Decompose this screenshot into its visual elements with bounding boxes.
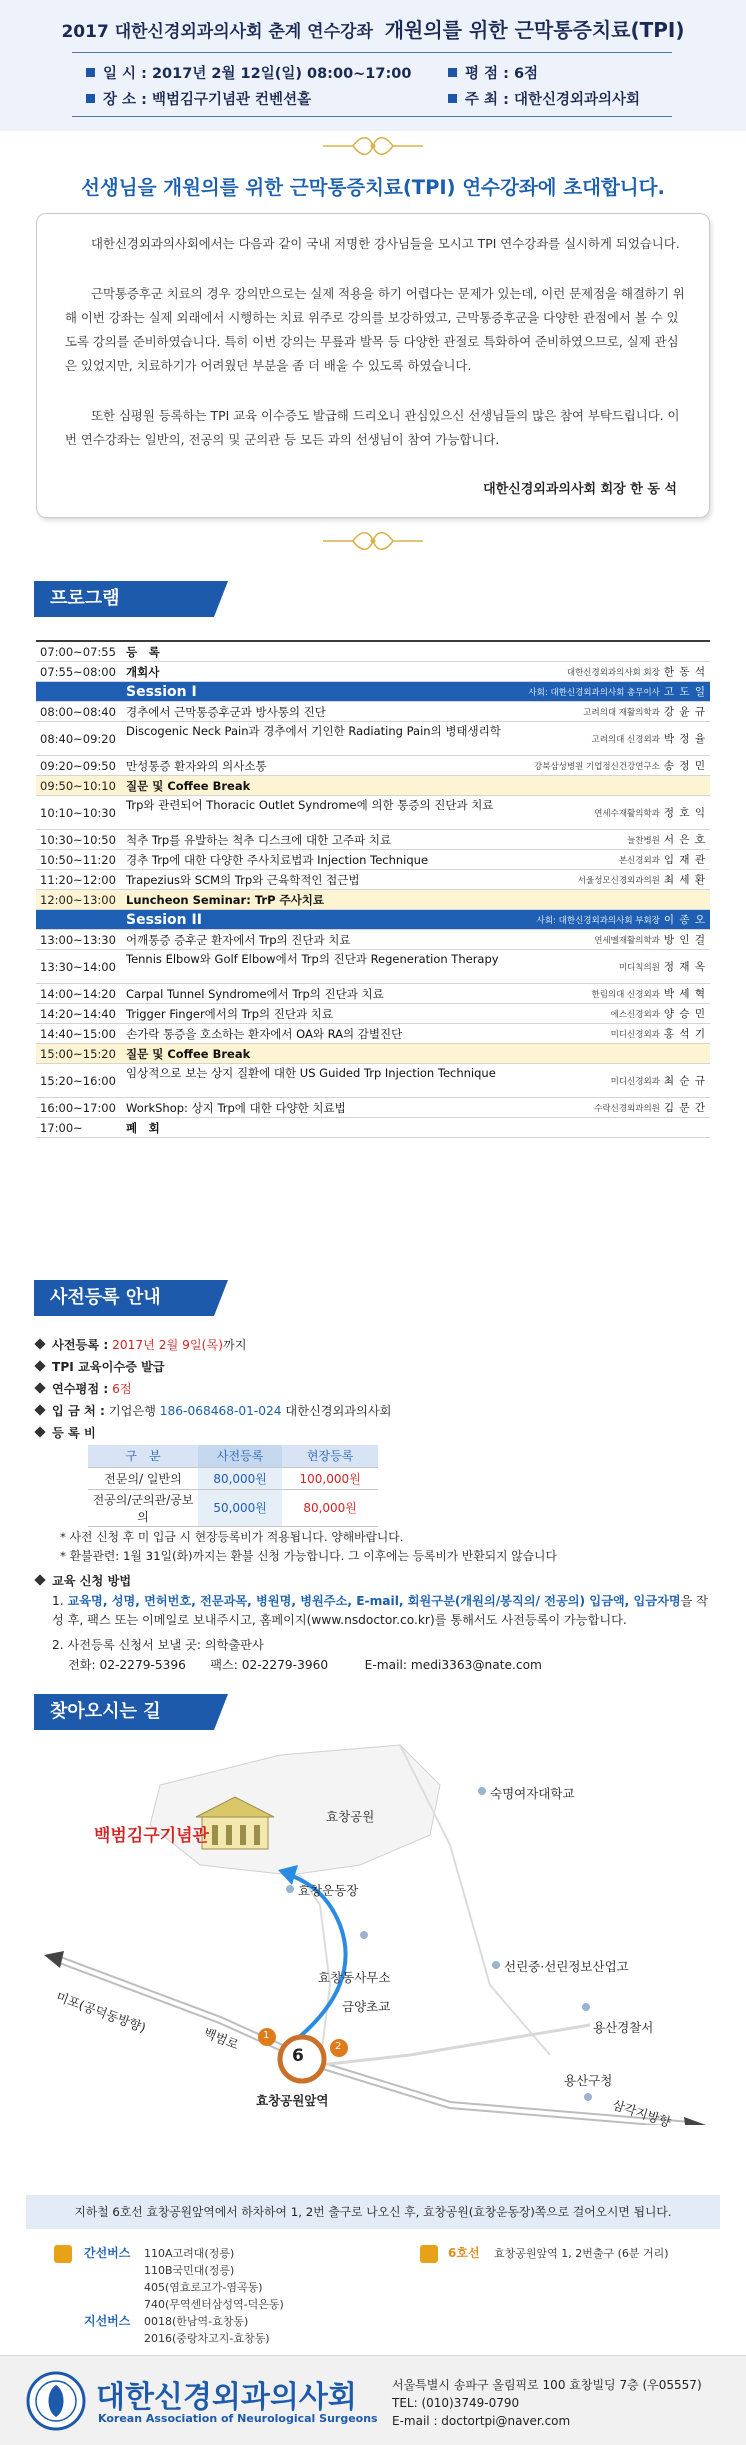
reg-fee-label: 등 록 비 [52, 1426, 96, 1440]
reg-account [36, 1402, 716, 1419]
session-header-row [36, 910, 710, 930]
event-points-text: 평 점 : 6점 [465, 66, 539, 82]
fee-cell: 50,000원 [198, 1489, 282, 1526]
map-label: 효창공원 [326, 1809, 375, 1824]
map-label: 삼각지방향 [610, 2096, 673, 2130]
schedule-time: 10:30~10:50 [40, 833, 116, 847]
footer-tel: TEL: (010)3749-0790 [392, 2396, 520, 2410]
speaker-affiliation: 늘찬병원 [627, 836, 660, 846]
bullet-icon [448, 94, 457, 103]
diamond-bullet-icon [34, 1360, 45, 1371]
schedule-title: Trapezius와 SCM의 Trp와 근육학적인 접근법 [126, 873, 360, 887]
bus-icon [54, 2245, 72, 2263]
reg-account-label: 입 금 처 : [52, 1404, 105, 1418]
schedule-title: 질문 및 Coffee Break [126, 779, 251, 793]
schedule-row [36, 830, 710, 850]
divider [72, 52, 672, 53]
schedule-speaker [386, 930, 706, 951]
footer-org-english: Korean Association of Neurological Surgeons [98, 2412, 378, 2425]
exit-badge: 2 [335, 2041, 342, 2052]
schedule-time: 14:20~14:40 [40, 1007, 116, 1021]
schedule-title: Session I [126, 684, 197, 700]
speaker-name: 방 인 걸 [663, 934, 706, 946]
bus-branch-label: 지선버스 [84, 2314, 131, 2328]
fee-header-cell: 구 분 [88, 1445, 198, 1467]
schedule-speaker [386, 850, 706, 871]
schedule-title: 척추 Trp를 유발하는 척추 디스크에 대한 고주파 치료 [126, 833, 392, 847]
schedule-time: 11:20~12:00 [40, 873, 116, 887]
map-label: 선린중·선린정보산업고 [504, 1959, 629, 1974]
schedule-speaker [386, 890, 706, 911]
speaker-name: 양 승 민 [663, 1008, 706, 1020]
fee-header-cell: 현장등록 [282, 1445, 378, 1467]
schedule-row [36, 950, 710, 984]
speaker-affiliation: 사회: 대한신경외과의사회 총무이사 [528, 688, 660, 698]
diamond-bullet-icon [34, 1574, 45, 1585]
speaker-affiliation: 서울성모신경외과의원 [577, 876, 660, 886]
schedule-speaker [386, 1098, 706, 1119]
fee-header-cell: 사전등록 [198, 1445, 282, 1467]
schedule-title: 임상적으로 보는 상지 질환에 대한 US Guided Trp Injection Technique [126, 1066, 496, 1080]
schedule-title: 폐 회 [126, 1121, 160, 1135]
schedule-row [36, 890, 710, 910]
speaker-affiliation: 사회: 대한신경외과의사회 부회장 [536, 916, 660, 926]
schedule-title: 손가락 통증을 호소하는 환자에서 OA와 RA의 감별진단 [126, 1027, 403, 1041]
schedule-title: Tennis Elbow와 Golf Elbow에서 Trp의 진단과 Regeneration Therapy [126, 952, 499, 966]
schedule-time: 13:00~13:30 [40, 933, 116, 947]
speaker-name: 임 재 관 [663, 854, 706, 866]
schedule-row [36, 1004, 710, 1024]
schedule-title: 질문 및 Coffee Break [126, 1047, 251, 1061]
invite-title: 선생님을 개원의를 위한 근막통증치료(TPI) 연수강좌에 초대합니다. [81, 176, 665, 199]
map-label: 백범로 [201, 2024, 241, 2053]
program-schedule [36, 640, 710, 1138]
speaker-name: 최 순 규 [663, 1075, 706, 1087]
event-place-text: 장 소 : 백범김구기념관 컨벤션홀 [103, 92, 312, 108]
reg-fee [36, 1424, 716, 1441]
schedule-time: 07:55~08:00 [40, 665, 116, 679]
reg-method-2: 2. 사전등록 신청서 보낼 곳: 의학출판사 [52, 1638, 264, 1652]
fee-cell: 전공의/군의관/공보의 [88, 1489, 198, 1526]
bus-route: 110A고려대(정릉) [144, 2247, 235, 2260]
reg-method [36, 1572, 716, 1589]
reg-points-value: 6점 [112, 1382, 132, 1396]
speaker-name: 정 호 익 [663, 807, 706, 819]
arrow-icon [684, 2117, 706, 2125]
invite-paragraph: 대한신경외과의사회에서는 다음과 같이 국내 저명한 강사님들을 모시고 TPI 연수강좌를 실시하게 되었습니다. [91, 236, 680, 251]
association-logo-icon [26, 2371, 86, 2431]
program-heading [34, 581, 214, 617]
bullet-icon [448, 68, 457, 77]
speaker-affiliation: 에스신경외과 [610, 1010, 660, 1020]
schedule-row [36, 702, 710, 722]
speaker-affiliation: 대한신경외과의사회 회장 [566, 668, 660, 678]
reg-account-number: 186-068468-01-024 [159, 1404, 282, 1418]
event-title [0, 14, 746, 43]
footer-org-name: 대한신경외과의사회 [96, 2380, 357, 2415]
schedule-row [36, 756, 710, 776]
ornament-icon [323, 526, 423, 556]
fee-cell: 80,000원 [198, 1467, 282, 1489]
arrow-icon [44, 1951, 64, 1968]
schedule-row [36, 642, 710, 662]
schedule-speaker [386, 1024, 706, 1045]
diamond-bullet-icon [34, 1404, 45, 1415]
fee-table-header [88, 1445, 378, 1467]
reg-method-fields: 교육명, 성명, 면허번호, 전문과목, 병원명, 병원주소, E-mail, 회원구분(개원의/봉직의/ 전공의) 입금액, 입금자명 [67, 1594, 681, 1608]
schedule-title: Luncheon Seminar: TrP 주사치료 [126, 893, 324, 907]
speaker-name: 강 윤 규 [663, 706, 706, 718]
schedule-time: 14:00~14:20 [40, 987, 116, 1001]
reg-points-label: 연수평점 : [52, 1382, 109, 1396]
venue-label: 백범김구기념관 [94, 1826, 209, 1846]
speaker-affiliation: 고려의대 재활의학과 [583, 708, 660, 718]
speaker-affiliation: 미디칙의원 [618, 963, 660, 973]
speaker-name: 최 세 환 [663, 874, 706, 886]
footer-contact [392, 2376, 702, 2430]
reg-note: * 환불관련: 1월 31일(화)까지는 환불 신청 가능합니다. 그 이후에는 등록비가 반환되지 않습니다 [60, 1549, 557, 1563]
reg-note: * 사전 신청 후 미 입금 시 현장등록비가 적용됩니다. 양해바랍니다. [60, 1530, 404, 1544]
reg-account-bank: 기업은행 [108, 1404, 156, 1418]
schedule-time: 12:00~13:00 [40, 893, 116, 907]
bus-route: 0018(한남역-효창동) [144, 2315, 249, 2328]
schedule-row [36, 1024, 710, 1044]
schedule-row [36, 722, 710, 756]
schedule-row [36, 1098, 710, 1118]
map-label: 금양초교 [342, 1999, 391, 2014]
event-host-text: 주 최 : 대한신경외과의사회 [465, 92, 641, 108]
reg-method-2-text: 사전등록 신청서 보낼 곳: 의학출판사 [67, 1638, 264, 1652]
reg-deadline-suffix: 까지 [222, 1338, 247, 1352]
speaker-affiliation: 고려의대 신경외과 [591, 735, 660, 745]
speaker-affiliation: 연세멜재활의학과 [594, 936, 660, 946]
schedule-time: 13:30~14:00 [40, 960, 116, 974]
reg-account-owner: 대한신경외과의사회 [285, 1404, 392, 1418]
schedule-row [36, 1118, 710, 1138]
location-map [30, 1725, 716, 2130]
speaker-affiliation: 미디신경외과 [610, 1030, 660, 1040]
subway-label: 6호선 [448, 2246, 480, 2260]
schedule-time: 15:00~15:20 [40, 1047, 116, 1061]
schedule-speaker [386, 722, 706, 757]
schedule-row [36, 850, 710, 870]
title-small: 2017 대한신경외과의사회 춘계 연수강좌 [61, 22, 373, 42]
reg-deadline-label: 사전등록 : [52, 1338, 109, 1352]
event-place [86, 88, 311, 109]
event-date [86, 62, 411, 83]
bus-route: 405(염효로고가-염곡동) [144, 2281, 263, 2294]
session-header-row [36, 682, 710, 702]
speaker-name: 한 동 석 [663, 666, 706, 678]
bus-main-label: 간선버스 [84, 2246, 131, 2260]
map-label: 용산구청 [564, 2073, 613, 2088]
invite-signature: 대한신경외과의사회 회장 한 동 석 [483, 482, 677, 497]
subway-info: 효창공원앞역 1, 2번출구 (6분 거리) [494, 2247, 669, 2260]
schedule-row [36, 870, 710, 890]
reg-contact: 전화: 02-2279-5396 팩스: 02-2279-3960 E-mail: medi3363@nate.com [68, 1658, 542, 1672]
speaker-name: 정 재 옥 [663, 961, 706, 973]
speaker-name: 송 정 민 [663, 760, 706, 772]
bullet-icon [86, 68, 95, 77]
exit-badge: 1 [263, 2030, 270, 2041]
directions-text: 지하철 6호선 효창공원앞역에서 하차하여 1, 2번 출구로 나오신 후, 효창공원(효창운동장)쪽으로 걸어오시면 됩니다. [26, 2195, 720, 2229]
reg-deadline [36, 1336, 716, 1353]
heading-tail [214, 1280, 228, 1316]
fee-row [88, 1467, 378, 1489]
heading-tail [214, 581, 228, 617]
schedule-row [36, 930, 710, 950]
schedule-row [36, 1064, 710, 1098]
reg-method-instructions: 을 작성 후, 팩스 또는 이메일로 보내주시고, 홈페이지(www.nsdoctor.co.kr)를 통해서도 사전등록이 가능합니다. [52, 1594, 709, 1627]
registration-heading [34, 1280, 214, 1316]
fee-cell: 80,000원 [282, 1489, 378, 1526]
footer-address: 서울특별시 송파구 올림픽로 100 효창빌딩 7층 (우05557) [392, 2378, 702, 2392]
schedule-speaker [386, 984, 706, 1005]
schedule-time: 08:40~09:20 [40, 732, 116, 746]
invite-letter [36, 213, 710, 518]
reg-method-1: 1. 교육명, 성명, 면허번호, 전문과목, 병원명, 병원주소, E-mail, 회원구분(개원의/봉직의/ 전공의) 입금액, 입금자명을 작성 후, 팩스 또는 이메일로 보내주시고, 홈페이지(www.nsdoctor.co.kr)를 통해서도 사전등록이 가능합니다. [52, 1594, 709, 1627]
schedule-title: Carpal Tunnel Syndrome에서 Trp의 진단과 치료 [126, 987, 384, 1001]
speaker-affiliation: 한림의대 신경외과 [591, 990, 660, 1000]
speaker-affiliation: 본신경외과 [618, 856, 660, 866]
reg-points [36, 1380, 716, 1397]
event-host [448, 88, 640, 109]
map-label: 미포(공덕동방향) [54, 1988, 148, 2036]
schedule-time: 09:50~10:10 [40, 779, 116, 793]
schedule-row [36, 1044, 710, 1064]
footer [0, 2355, 746, 2445]
bus-main-list [144, 2245, 284, 2313]
registration-heading-text: 사전등록 안내 [50, 1287, 161, 1308]
schedule-title: Discogenic Neck Pain과 경추에서 기인한 Radiating Pain의 병태생리학 [126, 724, 501, 738]
invite-paragraph: 또한 심평원 등록하는 TPI 교육 이수증도 발급해 드리오니 관심있으신 선생님들의 많은 참여 부탁드립니다. 이번 연수강좌는 일반의, 전공의 및 군의관 등 모든 과의 선생님이 참여 가능합니다. [65, 408, 680, 447]
schedule-speaker [386, 1044, 706, 1065]
divider [72, 116, 672, 117]
schedule-speaker [386, 950, 706, 985]
bus-route: 110B국민대(정릉) [144, 2264, 235, 2277]
map-label: 효창동사무소 [318, 1970, 391, 1985]
diamond-bullet-icon [34, 1426, 45, 1437]
event-date-text: 일 시 : 2017년 2월 12일(일) 08:00~17:00 [103, 66, 412, 82]
diamond-bullet-icon [34, 1338, 45, 1349]
map-label: 용산경찰서 [593, 2020, 654, 2035]
schedule-speaker [386, 1064, 706, 1099]
reg-method-label: 교육 신청 방법 [52, 1574, 132, 1588]
fee-cell: 전문의/ 일반의 [88, 1467, 198, 1489]
schedule-title: WorkShop: 상지 Trp에 대한 다양한 치료법 [126, 1101, 346, 1115]
speaker-name: 홍 석 기 [663, 1028, 706, 1040]
speaker-name: 서 은 호 [663, 834, 706, 846]
schedule-title: 어깨통증 증후군 환자에서 Trp의 진단과 치료 [126, 933, 351, 947]
schedule-title: 경추 Trp에 대한 다양한 주사치료법과 Injection Technique [126, 853, 429, 867]
fee-table [88, 1445, 378, 1527]
schedule-time: 07:00~07:55 [40, 645, 116, 659]
map-label: 숙명여자대학교 [490, 1786, 575, 1801]
speaker-affiliation: 강북삼성병원 기업정신건강연구소 [534, 762, 660, 772]
map-heading-text: 찾아오시는 길 [50, 1701, 161, 1722]
schedule-time: 10:50~11:20 [40, 853, 116, 867]
schedule-speaker [386, 1004, 706, 1025]
speaker-name: 이 종 오 [663, 914, 706, 926]
schedule-speaker [386, 662, 706, 683]
schedule-speaker [386, 642, 706, 663]
schedule-row [36, 984, 710, 1004]
ornament-icon [323, 131, 423, 161]
schedule-speaker [386, 910, 706, 931]
schedule-speaker [386, 776, 706, 797]
schedule-time: 14:40~15:00 [40, 1027, 116, 1041]
speaker-affiliation: 미디신경외과 [610, 1077, 660, 1087]
event-header [0, 0, 746, 131]
speaker-name: 고 도 일 [663, 686, 706, 698]
schedule-speaker [386, 830, 706, 851]
schedule-title: 등 록 [126, 645, 160, 659]
schedule-speaker [386, 756, 706, 777]
station-label: 효창공원앞역 [256, 2093, 329, 2108]
event-points [448, 62, 538, 83]
program-heading-text: 프로그램 [50, 588, 120, 609]
schedule-speaker [386, 702, 706, 723]
fee-row [88, 1489, 378, 1526]
diamond-bullet-icon [34, 1382, 45, 1393]
reg-deadline-value: 2017년 2월 9일(목) [112, 1338, 223, 1352]
schedule-row [36, 776, 710, 796]
schedule-speaker [386, 870, 706, 891]
schedule-speaker [386, 796, 706, 831]
schedule-title: Trp와 관련되어 Thoracic Outlet Syndrome에 의한 통증의 진단과 치료 [126, 798, 494, 812]
schedule-time: 17:00~ [40, 1121, 83, 1135]
schedule-speaker [386, 682, 706, 703]
speaker-affiliation: 수락신경외과의원 [594, 1104, 660, 1114]
schedule-row [36, 796, 710, 830]
title-big: 개원의를 위한 근막통증치료(TPI) [384, 18, 685, 42]
schedule-row [36, 662, 710, 682]
schedule-time: 15:20~16:00 [40, 1074, 116, 1088]
map-drawing [30, 1725, 716, 2125]
schedule-title: Trigger Finger에서의 Trp의 진단과 치료 [126, 1007, 333, 1021]
invite-paragraph: 근막통증후군 치료의 경우 강의만으로는 실제 적용을 하기 어렵다는 문제가 있는데, 이런 문제점을 해결하기 위해 이번 강좌는 실제 외래에서 시행하는 치료 위주로 강의를 보강하였고, 근막통증후군을 다양한 관점에서 볼 수 있도록 강의를 준비하였습니다. 특히 이번 강의는 무릎과 발목 등 다양한 관절로 특화하여 준비하였으므로, 실제 관심은 있었지만, 치료하기가 어려웠던 부분을 좀 더 배울 수 있도록 하였습니다. [65, 286, 685, 373]
bullet-icon [86, 94, 95, 103]
subway-icon [420, 2245, 438, 2263]
schedule-title: Session II [126, 912, 202, 928]
fee-cell: 100,000원 [282, 1467, 378, 1489]
schedule-title: 만성통증 환자와의 의사소통 [126, 759, 267, 773]
reg-tpi-text: TPI 교육이수증 발급 [52, 1360, 165, 1374]
map-label: 효창운동장 [298, 1883, 359, 1898]
schedule-title: 경추에서 근막통증후군과 방사통의 진단 [126, 705, 326, 719]
bus-branch-list [144, 2313, 270, 2347]
schedule-speaker [386, 1118, 706, 1139]
schedule-time: 09:20~09:50 [40, 759, 116, 773]
speaker-affiliation: 연세수재활의학과 [594, 809, 660, 819]
bus-route: 740(무역센터삼성역-덕은동) [144, 2298, 284, 2311]
speaker-name: 박 세 혁 [663, 988, 706, 1000]
reg-tpi [36, 1358, 716, 1375]
speaker-name: 김 문 간 [663, 1102, 706, 1114]
schedule-title: 개회사 [126, 665, 160, 679]
speaker-name: 박 정 율 [663, 733, 706, 745]
bus-route: 2016(중랑차고지-효창동) [144, 2332, 270, 2345]
schedule-time: 10:10~10:30 [40, 806, 116, 820]
schedule-time: 08:00~08:40 [40, 705, 116, 719]
schedule-time: 16:00~17:00 [40, 1101, 116, 1115]
subway-line-badge: 6 [292, 2046, 304, 2066]
footer-email: E-mail : doctortpi@naver.com [392, 2414, 571, 2428]
